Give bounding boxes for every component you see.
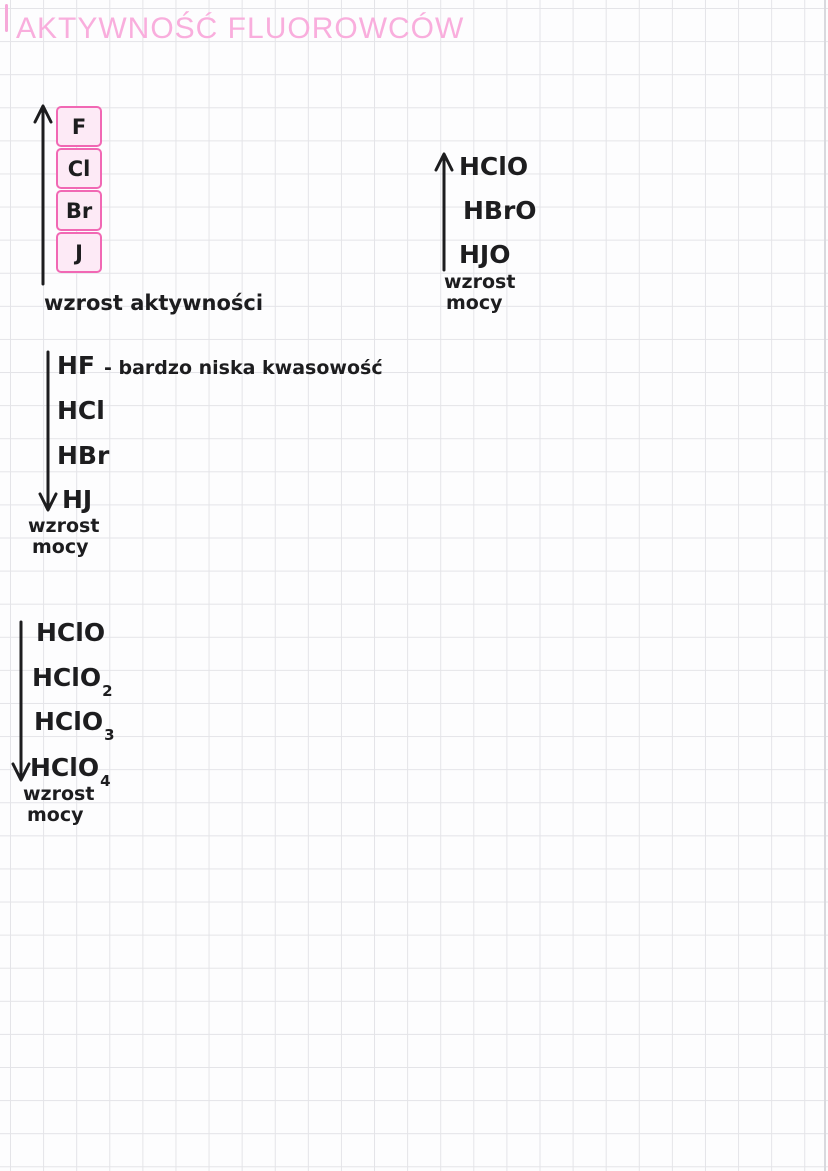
formula-hj: HJ: [62, 485, 93, 514]
note-hf-acidity: - bardzo niska kwasowość: [104, 357, 383, 379]
caption-mocy: mocy: [32, 536, 89, 558]
caption-mocy: mocy: [27, 804, 84, 826]
pink-edge-mark: [5, 4, 8, 32]
subscript: 2: [102, 682, 113, 700]
caption-mocy: mocy: [446, 292, 503, 314]
formula-hclo3: HClO$_3$: [34, 707, 115, 744]
table-cell-f: [56, 106, 102, 147]
formula-hjo: HJO: [459, 240, 511, 269]
halogen-symbol: Cl: [67, 156, 91, 181]
halogen-symbol: F: [71, 114, 87, 139]
caption-wzrost-aktywnosci: wzrost aktywności: [44, 291, 264, 315]
table-cell-j: [56, 232, 102, 273]
halogen-symbol: J: [75, 240, 83, 265]
formula-hbr: HBr: [57, 441, 110, 470]
formula-hf: HF: [57, 351, 96, 380]
formula-hcl: HCl: [57, 396, 105, 425]
caption-wzrost: wzrost: [28, 515, 100, 537]
formula-hbro: HBrO: [463, 196, 537, 225]
formula-hclo: HClO: [36, 618, 106, 647]
formula-hclo: HClO: [459, 152, 529, 181]
arrow-up-icon: [31, 100, 55, 288]
arrow-up-icon: [432, 148, 456, 274]
table-cell-cl: [56, 148, 102, 189]
halogen-activity-table: [56, 106, 102, 273]
subscript: 3: [104, 726, 115, 744]
page-title: AKTYWNOŚĆ FLUOROWCÓW: [16, 12, 465, 45]
page-edge-line: [824, 0, 826, 1171]
table-cell-br: [56, 190, 102, 231]
caption-wzrost: wzrost: [23, 783, 95, 805]
halogen-symbol: Br: [65, 198, 93, 223]
subscript: 4: [100, 772, 111, 790]
caption-wzrost: wzrost: [444, 271, 516, 293]
formula-hclo2: HClO$_2$: [32, 663, 113, 700]
formula-hclo4: HClO$_4$: [30, 753, 111, 790]
